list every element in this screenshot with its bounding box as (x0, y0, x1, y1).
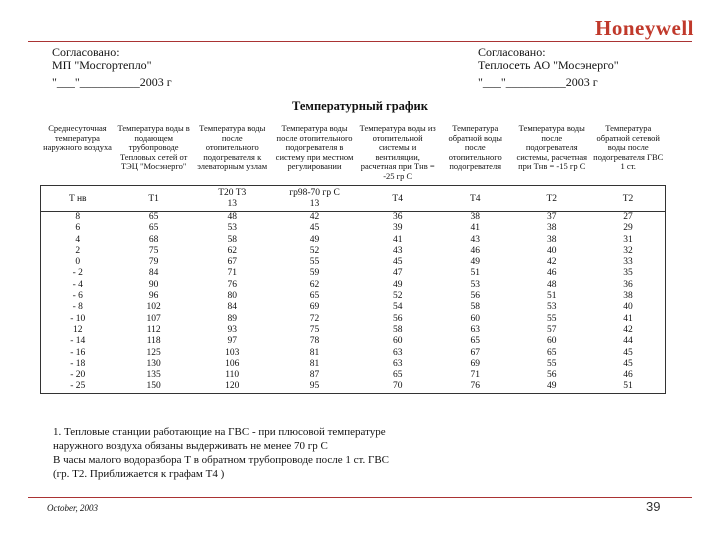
table-cell: 29 (591, 223, 666, 234)
approval-left-date: "___"__________2003 г (52, 75, 172, 89)
table-cell: 93 (227, 324, 237, 335)
table-row (41, 359, 666, 370)
table-row (41, 235, 666, 246)
column-id-label: T20 T3 (218, 188, 247, 198)
table-cell: - 8 (41, 302, 115, 313)
table-cell: 84 (148, 268, 159, 279)
table-cell: 60 (392, 336, 403, 347)
table-row (41, 336, 666, 347)
table-cell: 84 (227, 302, 237, 313)
table-row (41, 291, 666, 302)
table-row (41, 212, 666, 224)
table-cell: 41 (591, 314, 666, 325)
table-cell: 49 (470, 257, 480, 268)
table-cell: 54 (392, 302, 403, 313)
approval-left-org: МП "Мосгортепло" (52, 58, 152, 72)
column-id-label: T4 (392, 193, 403, 204)
table-cell: 42 (547, 257, 557, 268)
column-id-label: T1 (148, 193, 159, 204)
page-number: 39 (646, 499, 661, 514)
table-cell: 45 (392, 257, 403, 268)
table-cell: 58 (227, 234, 237, 245)
column-id-label: T2 (546, 193, 558, 204)
table-cell: - 6 (41, 291, 115, 302)
table-cell: 51 (547, 291, 557, 302)
column-header: Температура обратной сетевой воды после подогревателя ГВС 1 ст. (593, 123, 664, 171)
table-row (41, 268, 666, 279)
column-header: Температура воды после подогревателя системы, расчетная при Тнв = -15 гр С (516, 123, 588, 171)
table-cell: 42 (591, 325, 666, 336)
table-cell: 36 (392, 212, 403, 222)
table-cell: 63 (470, 324, 480, 335)
table-cell: 56 (470, 291, 480, 302)
table-cell: 90 (148, 279, 159, 290)
table-cell: 49 (513, 381, 591, 393)
table-cell: 56 (547, 370, 557, 381)
column-id-label: T2 (622, 193, 634, 204)
table-cell: 130 (146, 358, 161, 369)
table-cell: 65 (148, 223, 159, 234)
table-cell: 45 (309, 223, 320, 234)
table-cell: - 25 (41, 381, 115, 393)
table-cell: 55 (547, 358, 557, 369)
column-id (591, 186, 666, 212)
approval-right-label: Согласовано: (478, 45, 546, 59)
table-cell: 72 (309, 313, 320, 324)
table-cell: 57 (547, 324, 557, 335)
table-cell: 76 (227, 279, 237, 290)
footer-date: October, 2003 (47, 503, 98, 513)
column-id-sub: 13 (227, 199, 237, 209)
table-cell: 150 (114, 381, 192, 393)
column-id (193, 186, 272, 212)
table-cell: 65 (392, 370, 403, 381)
table-cell: 48 (547, 279, 557, 290)
table-cell: 95 (272, 381, 358, 393)
table-cell: - 20 (41, 370, 115, 381)
table-cell: 0 (41, 257, 115, 268)
top-divider (28, 41, 692, 42)
table-cell: 45 (591, 359, 666, 370)
table-cell: 75 (309, 324, 320, 335)
approval-right (478, 46, 619, 89)
column-id (272, 186, 358, 212)
note-line: (гр. Т2. Приближается к графам Т4 ) (53, 468, 225, 480)
table-cell: 46 (547, 268, 557, 279)
table-cell: 32 (591, 246, 666, 257)
table-cell: 52 (392, 291, 403, 302)
table-cell: 71 (470, 370, 480, 381)
table-header-row (41, 124, 666, 186)
table-row (41, 223, 666, 234)
table-cell: 67 (470, 347, 480, 358)
table-cell: 55 (309, 257, 320, 268)
table-cell: 38 (591, 291, 666, 302)
table-cell: 96 (148, 291, 159, 302)
table-cell: 40 (591, 302, 666, 313)
table-cell: 76 (438, 381, 513, 393)
document-title: Температурный график (292, 99, 428, 113)
brand-logo: Honeywell (595, 16, 694, 40)
column-id (438, 186, 513, 212)
table-cell: 49 (392, 279, 403, 290)
table-cell: 87 (309, 370, 320, 381)
table-row (41, 314, 666, 325)
table-cell: 63 (392, 347, 403, 358)
column-id-label: гр98-70 гр С (289, 188, 340, 198)
note-line: 1. Тепловые станции работающие на ГВС - при плюсовой температуре (53, 426, 386, 438)
table-cell: - 2 (41, 268, 115, 279)
table-cell: 70 (357, 381, 437, 393)
table-cell: 39 (392, 223, 403, 234)
column-header: Температура воды из отопительной системы и вентиляции, расчетная при Тнв = -25 гр С (359, 123, 436, 181)
table-cell: 67 (227, 257, 237, 268)
table-cell: 41 (470, 223, 480, 234)
table-cell: - 14 (41, 336, 115, 347)
table-cell: 63 (392, 358, 403, 369)
table-cell: 38 (547, 234, 557, 245)
table-cell: 36 (591, 280, 666, 291)
table-cell: 45 (591, 348, 666, 359)
table-cell: 52 (309, 245, 320, 256)
table-cell: 60 (547, 336, 557, 347)
table-row (41, 257, 666, 268)
table-cell: 37 (547, 212, 557, 222)
column-header: Температура обратной воды после отопительного подогревателя (448, 123, 502, 171)
table-cell: 112 (146, 324, 161, 335)
table-cell: 135 (146, 370, 161, 381)
table-cell: 51 (591, 381, 666, 393)
column-id-sub: 13 (309, 199, 320, 209)
table-cell: 51 (470, 268, 480, 279)
table-cell: 58 (470, 302, 480, 313)
table-cell: 58 (392, 324, 403, 335)
table-cell: 68 (148, 234, 159, 245)
column-id (41, 186, 115, 212)
table-cell: 89 (227, 313, 237, 324)
table-row (41, 370, 666, 381)
table-cell: 65 (148, 212, 159, 222)
table-cell: 118 (146, 336, 161, 347)
table-cell: 4 (41, 235, 115, 246)
table-cell: 33 (591, 257, 666, 268)
table-cell: 60 (470, 313, 480, 324)
table-cell: 110 (225, 370, 240, 381)
table-cell: 62 (309, 279, 320, 290)
table-row (41, 381, 666, 393)
table-cell: 55 (547, 313, 557, 324)
table-cell: 65 (309, 291, 320, 302)
table-cell: 40 (547, 245, 557, 256)
table-cell: 62 (227, 245, 237, 256)
table-cell: 56 (392, 313, 403, 324)
note-line: наружного воздуха обязаны выдерживать не менее 70 гр С (53, 440, 328, 452)
table-cell: 78 (309, 336, 320, 347)
table-cell: 65 (470, 336, 480, 347)
table-cell: 75 (148, 245, 159, 256)
table-cell: 43 (470, 234, 480, 245)
table-cell: 65 (547, 347, 557, 358)
table-cell: 27 (591, 212, 666, 224)
approval-right-org: Теплосеть АО "Мосэнерго" (478, 58, 619, 72)
table-row (41, 348, 666, 359)
temperature-table (40, 124, 666, 394)
approval-left (52, 46, 172, 89)
table-cell: 38 (470, 212, 480, 222)
table-cell: - 10 (41, 314, 115, 325)
column-id (513, 186, 591, 212)
table-cell: 31 (591, 235, 666, 246)
table-cell: 2 (41, 246, 115, 257)
table-cell: 38 (547, 223, 557, 234)
table-row (41, 246, 666, 257)
table-cell: 81 (309, 358, 320, 369)
table-cell: 47 (392, 268, 403, 279)
table-cell: 59 (309, 268, 320, 279)
notes (53, 425, 389, 481)
table-cell: 12 (41, 325, 115, 336)
column-id (357, 186, 437, 212)
table-cell: 49 (309, 234, 320, 245)
column-id (114, 186, 192, 212)
table-cell: 35 (591, 268, 666, 279)
table-cell: 71 (227, 268, 237, 279)
column-id-label: T4 (469, 193, 481, 204)
column-id-label: T нв (68, 193, 87, 204)
table-cell: 103 (225, 347, 240, 358)
approval-right-date: "___"__________2003 г (478, 75, 598, 89)
column-header: Температура воды после отопительного подогревателя к элеваторным узлам (197, 123, 268, 171)
table-cell: - 4 (41, 280, 115, 291)
bottom-divider (28, 497, 692, 498)
table-cell: 106 (225, 358, 240, 369)
table-row (41, 325, 666, 336)
table-cell: 6 (41, 223, 115, 234)
table-cell: 102 (146, 302, 161, 313)
table-cell: 41 (392, 234, 403, 245)
table-cell: 42 (309, 212, 320, 222)
column-header: Температура воды после отопительного подогревателя в систему при местном регулировании (275, 123, 354, 171)
table-cell: 8 (41, 212, 115, 224)
table-cell: 97 (227, 336, 237, 347)
table-id-row (41, 186, 666, 212)
table-cell: 79 (148, 257, 159, 268)
table-cell: 53 (470, 279, 480, 290)
column-header: Среднесуточная температура наружного воздуха (43, 123, 112, 152)
table-cell: 48 (227, 212, 237, 222)
note-line: В часы малого водоразбора Т в обратном трубопроводе после 1 ст. ГВС (53, 454, 389, 466)
table-cell: 80 (227, 291, 237, 302)
table-cell: 44 (591, 336, 666, 347)
table-cell: 53 (227, 223, 237, 234)
table-cell: 46 (591, 370, 666, 381)
table-cell: 43 (392, 245, 403, 256)
table-cell: 125 (146, 347, 161, 358)
table-cell: 69 (309, 302, 320, 313)
table-cell: 107 (146, 313, 161, 324)
table-cell: 69 (470, 358, 480, 369)
table-cell: 53 (547, 302, 557, 313)
approval-left-label: Согласовано: (52, 45, 120, 59)
table-cell: 120 (193, 381, 272, 393)
table-cell: - 18 (41, 359, 115, 370)
table-cell: 81 (309, 347, 320, 358)
table-row (41, 302, 666, 313)
column-header: Температура воды в подающем трубопроводе Тепловых сетей от ТЭЦ "Мосэнерго" (117, 123, 190, 171)
table-cell: - 16 (41, 348, 115, 359)
table-cell: 46 (470, 245, 480, 256)
table-row (41, 280, 666, 291)
